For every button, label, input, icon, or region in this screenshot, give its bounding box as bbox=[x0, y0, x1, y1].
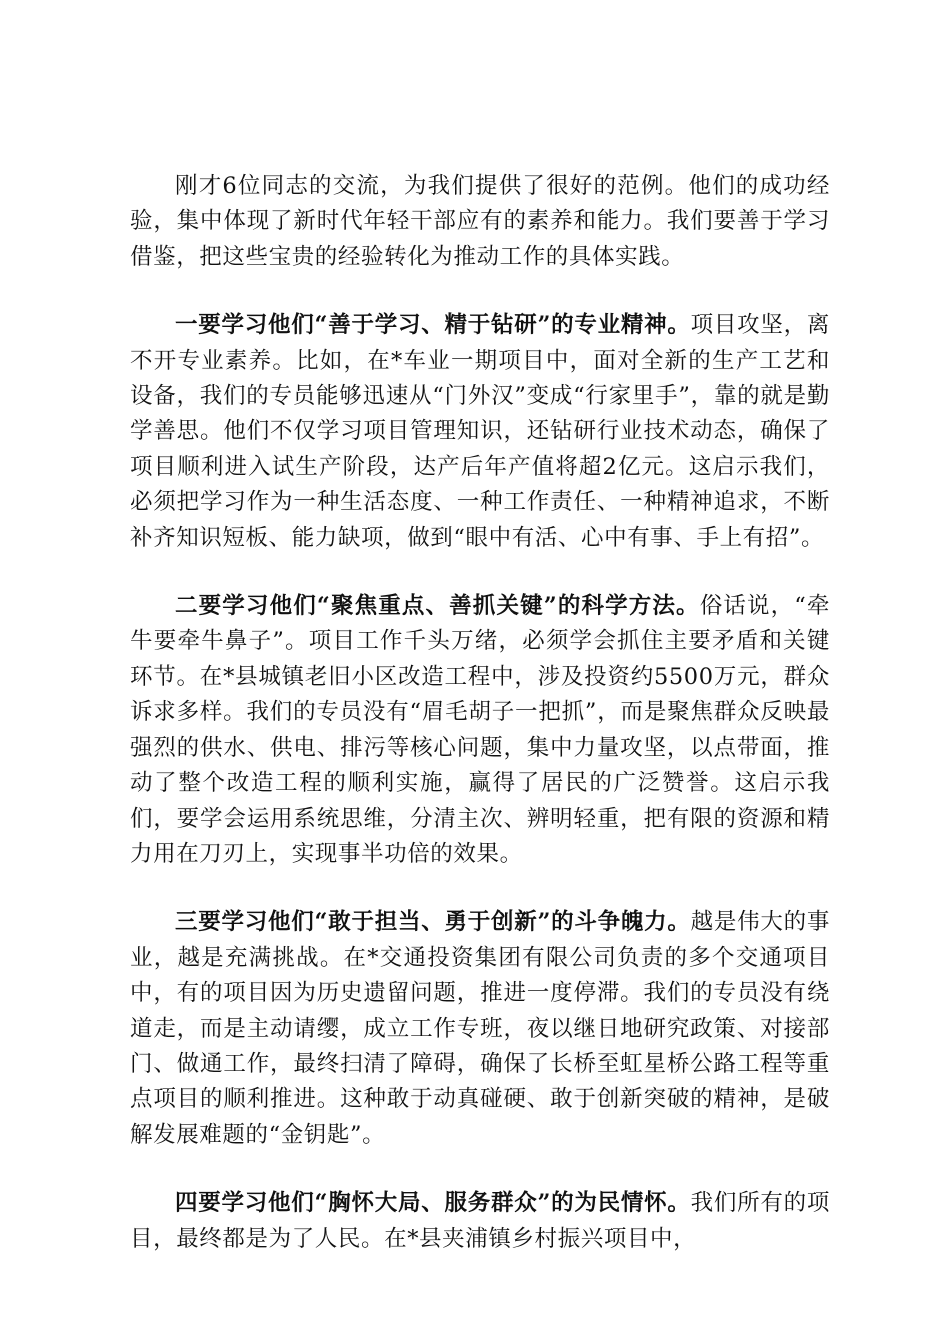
paragraph-point-2 bbox=[130, 589, 830, 872]
paragraph-intro bbox=[130, 169, 830, 275]
paragraph-heading: 三要学习他们“敢于担当、勇于创新”的斗争魄力。 bbox=[175, 909, 691, 936]
paragraph-text: 我们所有的项目，最终都是为了人民。在*县夹浦镇乡村振兴项目中， bbox=[130, 1190, 830, 1252]
paragraph-text: 越是伟大的事业，越是充满挑战。在*交通投资集团有限公司负责的多个交通项目中，有的项目因为历史遗留问题，推进一度停滞。我们的专员没有绕道走，而是主动请缨，成立工作专班，夜以继日地研究政策、对接部门、做通工作，最终扫清了障碍，确保了长桥至虹星桥公路工程等重点项目的顺利推进。这种敢于动真碰硬、敢于创新突破的精神，是破解发展难题的“金钥匙”。 bbox=[130, 909, 830, 1148]
paragraph-point-3 bbox=[130, 905, 830, 1153]
paragraph-text: 俗话说，“牵牛要牵牛鼻子”。项目工作千头万绪，必须学会抓住主要矛盾和关键环节。在*县城镇老旧小区改造工程中，涉及投资约5500万元，群众诉求多样。我们的专员没有“眉毛胡子一把抓”，而是聚焦群众反映最强烈的供水、供电、排污等核心问题，集中力量攻坚，以点带面，推动了整个改造工程的顺利实施，赢得了居民的广泛赞誉。这启示我们，要学会运用系统思维，分清主次、辨明轻重，把有限的资源和精力用在刀刃上，实现事半功倍的效果。 bbox=[130, 593, 831, 867]
paragraph-heading: 四要学习他们“胸怀大局、服务群众”的为民情怀。 bbox=[175, 1190, 691, 1217]
document-body bbox=[130, 169, 830, 1290]
paragraph-point-4 bbox=[130, 1186, 830, 1257]
paragraph-text: 项目攻坚，离不开专业素养。比如，在*车业一期项目中，面对全新的生产工艺和设备，我们的专员能够迅速从“门外汉”变成“行家里手”，靠的就是勤学善思。他们不仅学习项目管理知识，还钻研行业技术动态，确保了项目顺利进入试生产阶段，达产后年产值将超2亿元。这启示我们，必须把学习作为一种生活态度、一种工作责任、一种精神追求，不断补齐知识短板、能力缺项，做到“眼中有活、心中有事、手上有招”。 bbox=[130, 312, 830, 551]
paragraph-heading: 一要学习他们“善于学习、精于钻研”的专业精神。 bbox=[175, 312, 691, 339]
paragraph-heading: 二要学习他们“聚焦重点、善抓关键”的科学方法。 bbox=[175, 593, 700, 620]
paragraph-point-1 bbox=[130, 308, 830, 556]
paragraph-text: 刚才6位同志的交流，为我们提供了很好的范例。他们的成功经验，集中体现了新时代年轻干部应有的素养和能力。我们要善于学习借鉴，把这些宝贵的经验转化为推动工作的具体实践。 bbox=[130, 173, 830, 270]
